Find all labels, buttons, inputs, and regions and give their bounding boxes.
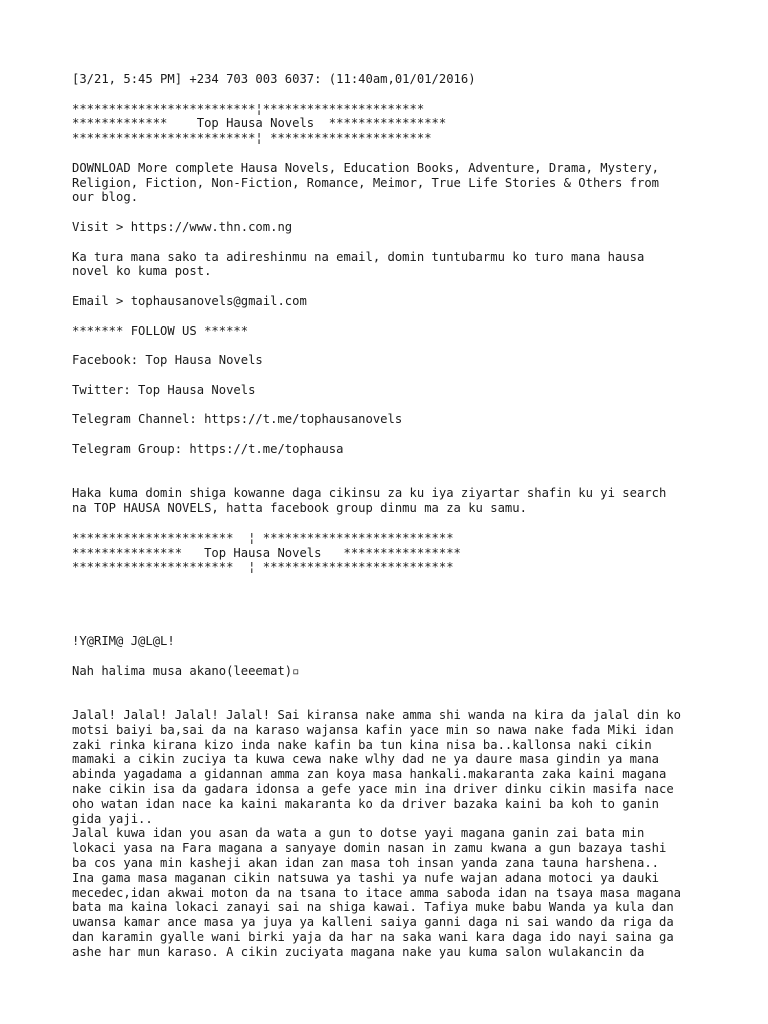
story-line: ba cos yana min kasheji akan idan zan masa toh insan yanda zana tauna harshena.. [72,856,659,871]
story-line: uwansa kamar ance masa ya juya ya kalleni saiya ganni daga ni sai wando da riga da [72,915,674,930]
story-line: oho watan idan nace ka kaini makaranta ko da driver bazaka kaini ba koh to ganin [72,796,659,811]
telegram-channel-link[interactable]: Telegram Channel: https://t.me/tophausanovels [72,412,403,427]
story-line: mecedec,idan akwai moton da na tsana to itace amma saboda idan na tsaya masa magana [72,885,682,900]
banner-top-line-3: *************************¦ ********************** [72,131,432,146]
banner-bottom-line-3: ********************** ¦ ************************** [72,560,454,575]
visit-link[interactable]: Visit > https://www.thn.com.ng [72,219,293,234]
download-line-3: our blog. [72,190,139,205]
story-title: !Y@RIM@ J@L@L! [72,634,175,649]
download-line-1: DOWNLOAD More complete Hausa Novels, Education Books, Adventure, Drama, Mystery, [72,160,659,175]
story-line: Jalal kuwa idan you asan da wata a gun to dotse yayi magana ganin zai bata min [72,826,645,841]
twitter-line: Twitter: Top Hausa Novels [72,382,256,397]
banner-bottom-line-1: ********************** ¦ ************************** [72,530,454,545]
banner-top-line-1: *************************¦********************** [72,101,425,116]
ka-tura-line-2: novel ko kuma post. [72,264,212,279]
message-header: [3/21, 5:45 PM] +234 703 003 6037: (11:40am,01/01/2016) [72,72,476,86]
haka-kuma-line-1: Haka kuma domin shiga kowanne daga cikinsu za ku iya ziyartar shafin ku yi search [72,486,667,501]
email-link[interactable]: Email > tophausanovels@gmail.com [72,293,307,308]
telegram-group-link[interactable]: Telegram Group: https://t.me/tophausa [72,441,344,456]
haka-kuma-paragraph [72,486,732,516]
story-body [72,708,732,960]
ka-tura-paragraph [72,250,732,280]
banner-bottom-title: *************** Top Hausa Novels **************** [72,545,461,560]
story-line: Jalal! Jalal! Jalal! Jalal! Sai kiransa nake amma shi wanda na kira da jalal din ko [72,708,682,723]
story-line: nake cikin isa da gadara idonsa a gefe yace min ina driver dinku cikin masifa nace [72,782,674,797]
document-page [72,72,732,960]
facebook-line: Facebook: Top Hausa Novels [72,353,263,368]
story-line: abinda yagadama a gidannan amma zan koya masa hankali.makaranta zaka kaini magana [72,767,667,782]
story-line: Ina gama masa maganan cikin natsuwa ya tashi ya nufe wajan adana motoci ya dauki [72,870,659,885]
ka-tura-line-1: Ka tura mana sako ta adireshinmu na email, domin tuntubarmu ko turo mana hausa [72,249,645,264]
banner-top [72,102,732,146]
follow-us-heading: ******* FOLLOW US ****** [72,323,249,338]
story-line: ashe har mun karaso. A cikin zuciyata magana nake yau kuma salon wulakancin da [72,944,645,959]
download-paragraph [72,161,732,205]
haka-kuma-line-2: na TOP HAUSA NOVELS, hatta facebook group dinmu ma za ku samu. [72,501,527,516]
banner-top-title: ************* Top Hausa Novels **************** [72,116,447,131]
download-line-2: Religion, Fiction, Non-Fiction, Romance, Meimor, True Life Stories & Others from [72,175,659,190]
story-line: gida yaji.. [72,811,153,826]
story-author: Nah halima musa akano(leeemat)▫ [72,663,300,678]
story-line: bata ma kaina lokaci zanayi sai na shiga kawai. Tafiya muke babu Wanda ya kula dan [72,900,674,915]
story-line: lokaci yasa na Fara magana a sanyaye domin nasan in zamu kwana a gun bazaya tashi [72,841,667,856]
story-line: motsi baiyi ba,sai da na karaso wajansa kafin yace min so nawa nake fada Miki idan [72,722,674,737]
story-line: mamaki a cikin zuciya ta kuwa cewa nake wlhy dad ne ya daure masa gindin ya mana [72,752,659,767]
story-line: dan karamin gyalle wani birki yaja da har na saka wani kara daga ido nayi saina ga [72,930,674,945]
story-line: zaki rinka kirana kizo inda nake kafin ba tun kina nisa ba..kallonsa naki cikin [72,737,652,752]
banner-bottom [72,531,732,575]
